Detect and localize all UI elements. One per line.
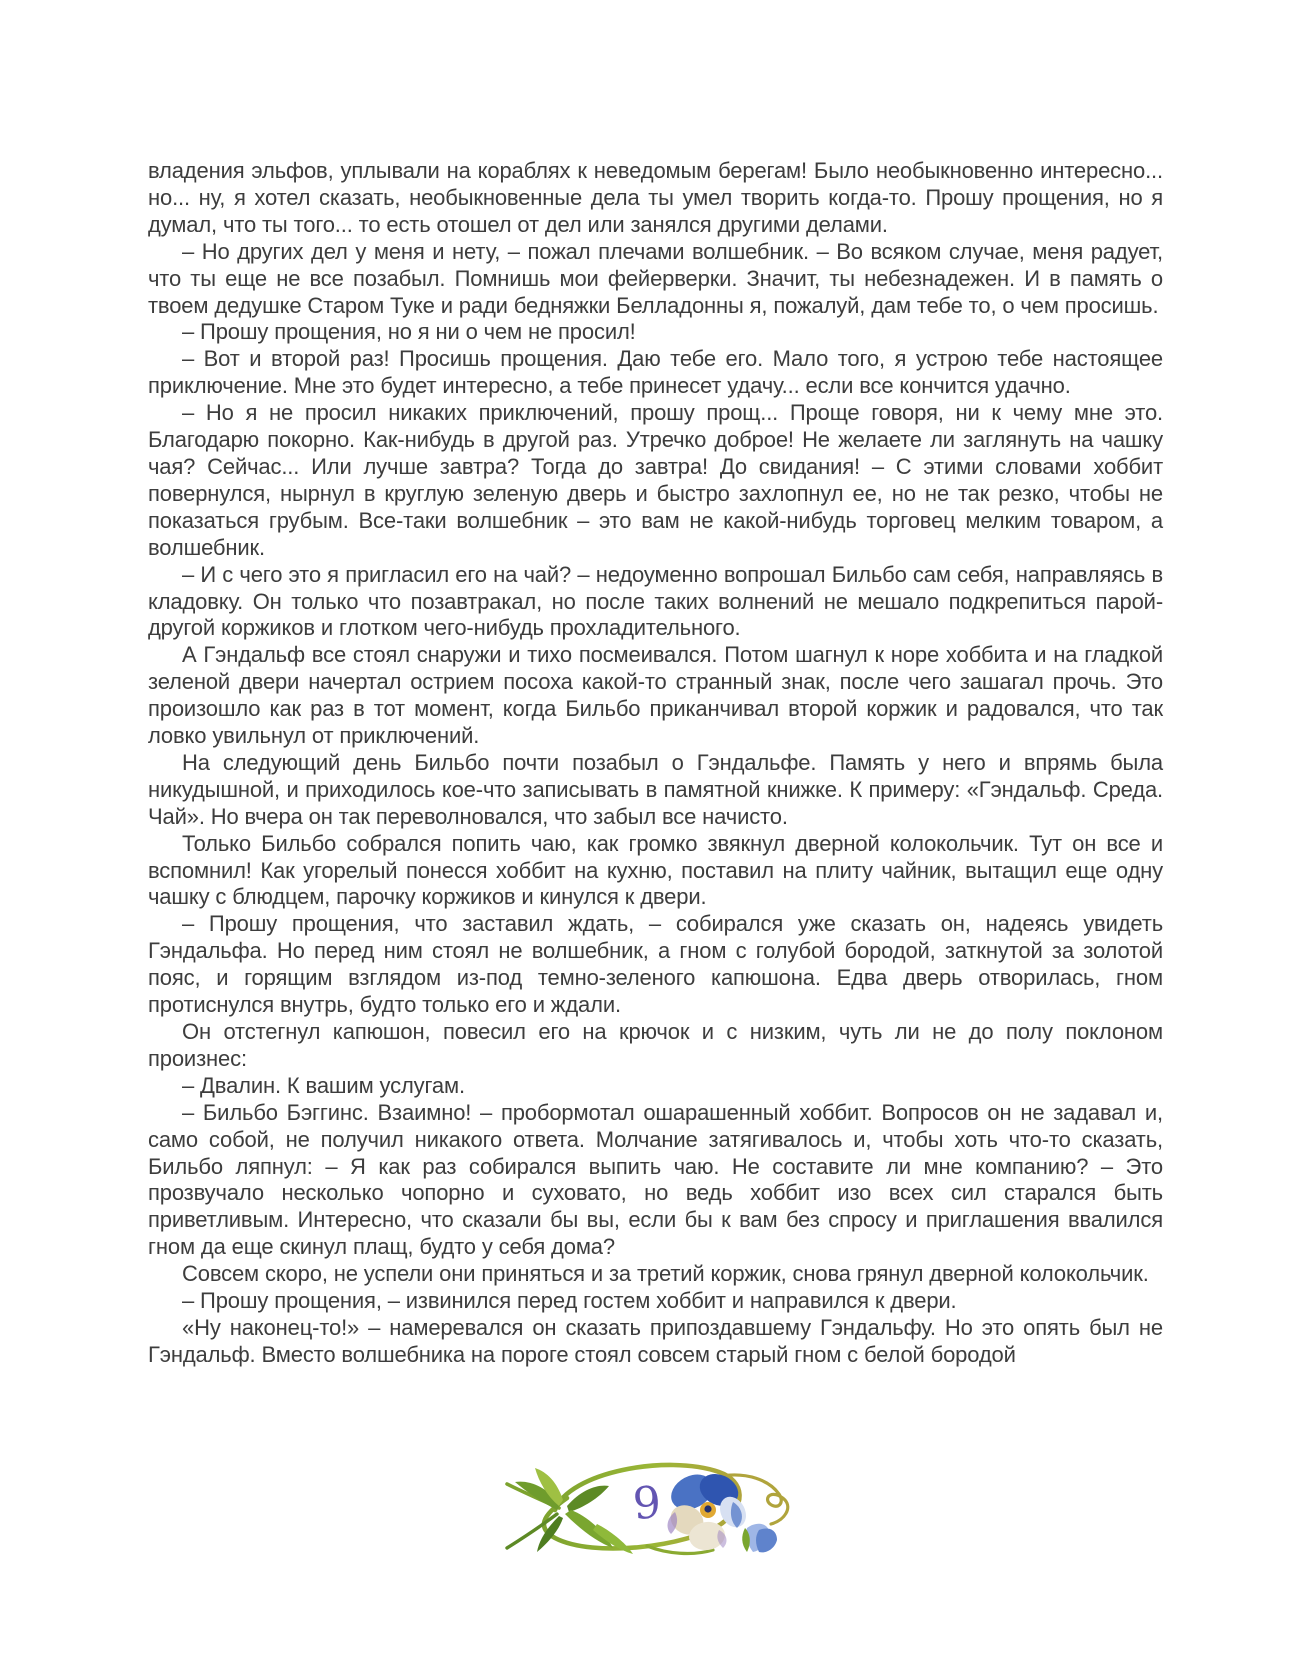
paragraph: – Прошу прощения, но я ни о чем не просил! [182, 319, 636, 345]
footer-ornament [497, 1450, 797, 1568]
flower-bud [742, 1524, 777, 1553]
paragraph: Только Бильбо собрался попить чаю, как громко звякнул дверной колокольчик. Тут он все и вспомнил! Как угорелый понесся хоббит на кухню, поставил на плиту чайник, вытащил еще одну чашку с блюдцем, парочку коржиков и кинулся к двери. [148, 830, 1163, 910]
paragraph: – Но других дел у меня и нету, – пожал плечами волшебник. – Во всяком случае, меня радует, что ты еще не все позабыл. Помнишь мои фейерверки. Значит, ты небезнадежен. И в память о твоем дедушке Старом Туке и ради бедняжки Белладонны я, пожалуй, дам тебе то, о чем просишь. [148, 238, 1163, 318]
paragraph: А Гэндальф все стоял снаружи и тихо посмеивался. Потом шагнул к норе хоббита и на гладкой зеленой двери начертал острием посоха какой-то странный знак, после чего зашагал прочь. Это произошло как раз в тот момент, когда Бильбо приканчивал второй коржик и радовался, что так ловко увильнул от приключений. [148, 642, 1163, 749]
paragraph: – Но я не просил никаких приключений, прошу прощ... Проще говоря, ни к чему мне это. Благодарю покорно. Как-нибудь в другой раз. Утречко доброе! Не желаете ли заглянуть на чашку чая? Сейчас... Или лучше завтра? Тогда до завтра! До свидания! – С этими словами хоббит повернулся, нырнул в круглую зеленую дверь и быстро захлопнул ее, но не так резко, чтобы не показаться грубым. Все-таки волшебник – это вам не какой-нибудь торговец мелким товаром, а волшебник. [148, 400, 1163, 560]
paragraph: Он отстегнул капюшон, повесил его на крючок и с низким, чуть ли не до полу поклоном произнес: [148, 1019, 1163, 1071]
paragraph: – Прошу прощения, – извинился перед гостем хоббит и направился к двери. [182, 1288, 957, 1314]
paragraph: владения эльфов, уплывали на кораблях к неведомым берегам! Было необыкновенно интересно... но... ну, я хотел сказать, необыкновенные дела ты умел творить когда-то. Прошу прощения, но я думал, что ты того... то есть отошел от дел или занялся другими делами. [148, 158, 1163, 237]
page-number: 9 [631, 1477, 663, 1530]
paragraph: – Прошу прощения, что заставил ждать, – собирался уже сказать он, надеясь увидеть Гэндальфа. Но перед ним стоял не волшебник, а гном с голубой бородой, заткнутой за золотой пояс, и горящим взглядом из-под темно-зеленого капюшона. Едва дверь отворилась, гном протиснулся внутрь, будто только его и ждали. [148, 911, 1163, 1018]
paragraph: «Ну наконец-то!» – намеревался он сказать припоздавшему Гэндальфу. Но это опять был не Гэндальф. Вместо волшебника на пороге стоял совсем старый гном с белой бородой [148, 1314, 1163, 1367]
body-text [148, 158, 1163, 1369]
paragraph: – Бильбо Бэггинс. Взаимно! – пробормотал ошарашенный хоббит. Вопросов он не задавал и, само собой, не получил никакого ответа. Молчание затягивалось и, чтобы хоть что-то сказать, Бильбо ляпнул: – Я как раз собирался выпить чаю. Не составите ли мне компанию? – Это прозвучало несколько чопорно и суховато, но ведь хоббит изо всех сил старался быть приветливым. Интересно, что сказали бы вы, если бы к вам без спросу и приглашения ввалился гном да еще скинул плащ, будто у себя дома? [148, 1099, 1163, 1260]
paragraph: – И с чего это я пригласил его на чай? – недоуменно вопрошал Бильбо сам себя, направляясь в кладовку. Он только что позавтракал, но после таких волнений не мешало подкрепиться парой-другой коржиков и глотком чего-нибудь прохладительного. [148, 561, 1163, 641]
paragraph: На следующий день Бильбо почти позабыл о Гэндальфе. Память у него и впрямь была никудышной, и приходилось кое-что записывать в памятной книжке. К примеру: «Гэндальф. Среда. Чай». Но вчера он так переволновался, что забыл все начисто. [148, 749, 1163, 829]
paragraph: – Вот и второй раз! Просишь прощения. Даю тебе его. Мало того, я устрою тебе настоящее приключение. Мне это будет интересно, а тебе принесет удачу... если все кончится удачно. [148, 346, 1163, 399]
paragraph: – Двалин. К вашим услугам. [182, 1072, 465, 1098]
paragraph: Совсем скоро, не успели они приняться и за третий коржик, снова грянул дверной колокольчик. [182, 1261, 1149, 1287]
leaf-cluster [515, 1468, 633, 1554]
